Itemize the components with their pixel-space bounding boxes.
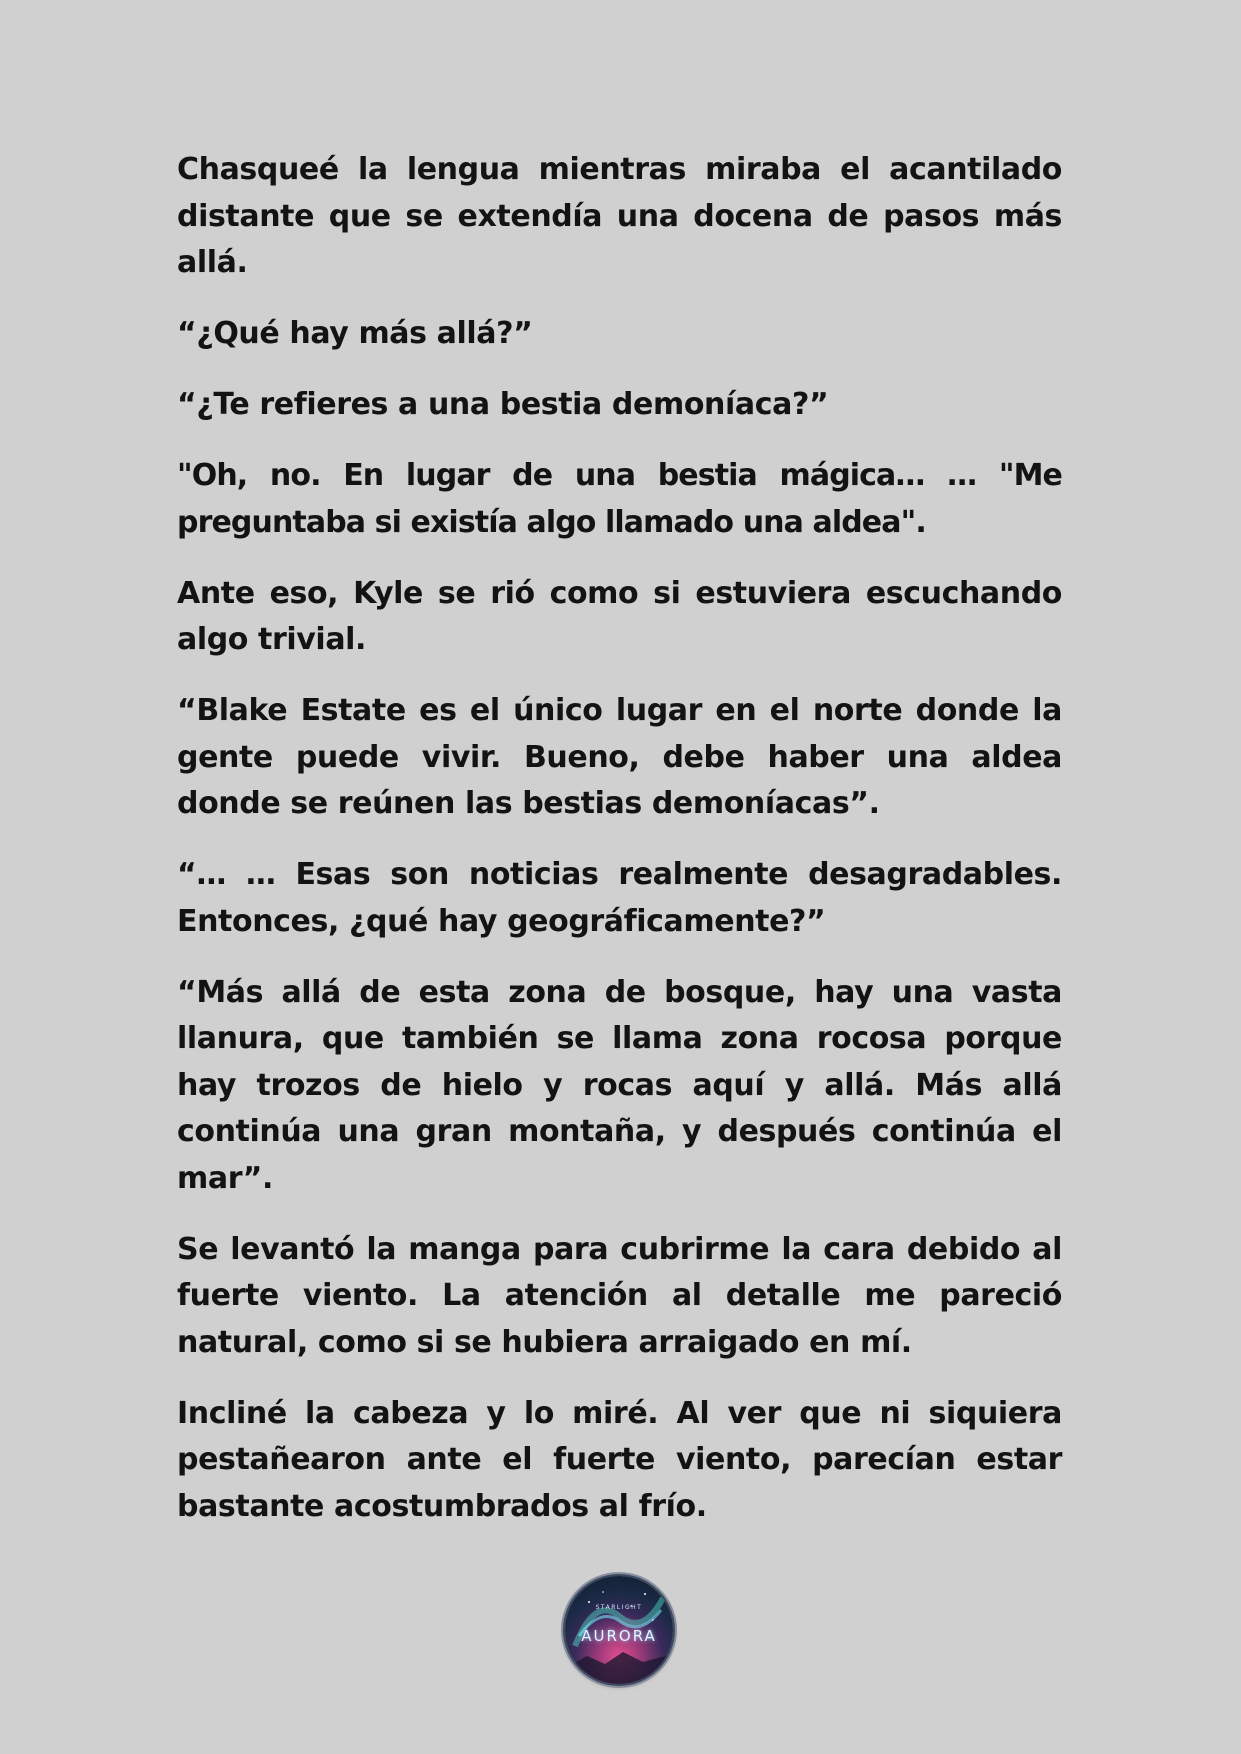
paragraph-10: Incliné la cabeza y lo miré. Al ver que ni siquiera pestañearon ante el fuerte viento, parecían estar bastante acostumbrados al frío. xyxy=(177,1395,1062,1524)
paragraph-8: “Más allá de esta zona de bosque, hay una vasta llanura, que también se llama zona rocosa porque hay trozos de hielo y rocas aquí y allá. Más allá continúa una gran montaña, y después continúa el mar”. xyxy=(177,974,1062,1196)
logo-wordmark: AURORA xyxy=(581,1627,657,1645)
page-body xyxy=(177,147,1062,1555)
paragraph-7: “… … Esas son noticias realmente desagradables. Entonces, ¿qué hay geográficamente?” xyxy=(177,857,1062,939)
paragraph-5: Ante eso, Kyle se rió como si estuviera escuchando algo trivial. xyxy=(177,575,1062,657)
paragraph-3: “¿Te refieres a una bestia demoníaca?” xyxy=(177,387,829,422)
aurora-logo xyxy=(565,1576,673,1684)
paragraph-1: Chasqueé la lengua mientras miraba el acantilado distante que se extendía una docena de pasos más allá. xyxy=(177,152,1062,280)
paragraph-9: Se levantó la manga para cubrirme la cara debido al fuerte viento. La atención al detalle me pareció natural, como si se hubiera arraigado en mí. xyxy=(177,1231,1062,1360)
paragraph-4: "Oh, no. En lugar de una bestia mágica… … "Me preguntaba si existía algo llamado una aldea". xyxy=(177,458,1062,540)
paragraph-6: “Blake Estate es el único lugar en el norte donde la gente puede vivir. Bueno, debe haber una aldea donde se reúnen las bestias demoníacas”. xyxy=(177,693,1062,821)
paragraph-2: “¿Qué hay más allá?” xyxy=(177,316,533,351)
logo-tagline: STARLIGHT xyxy=(595,1604,643,1611)
